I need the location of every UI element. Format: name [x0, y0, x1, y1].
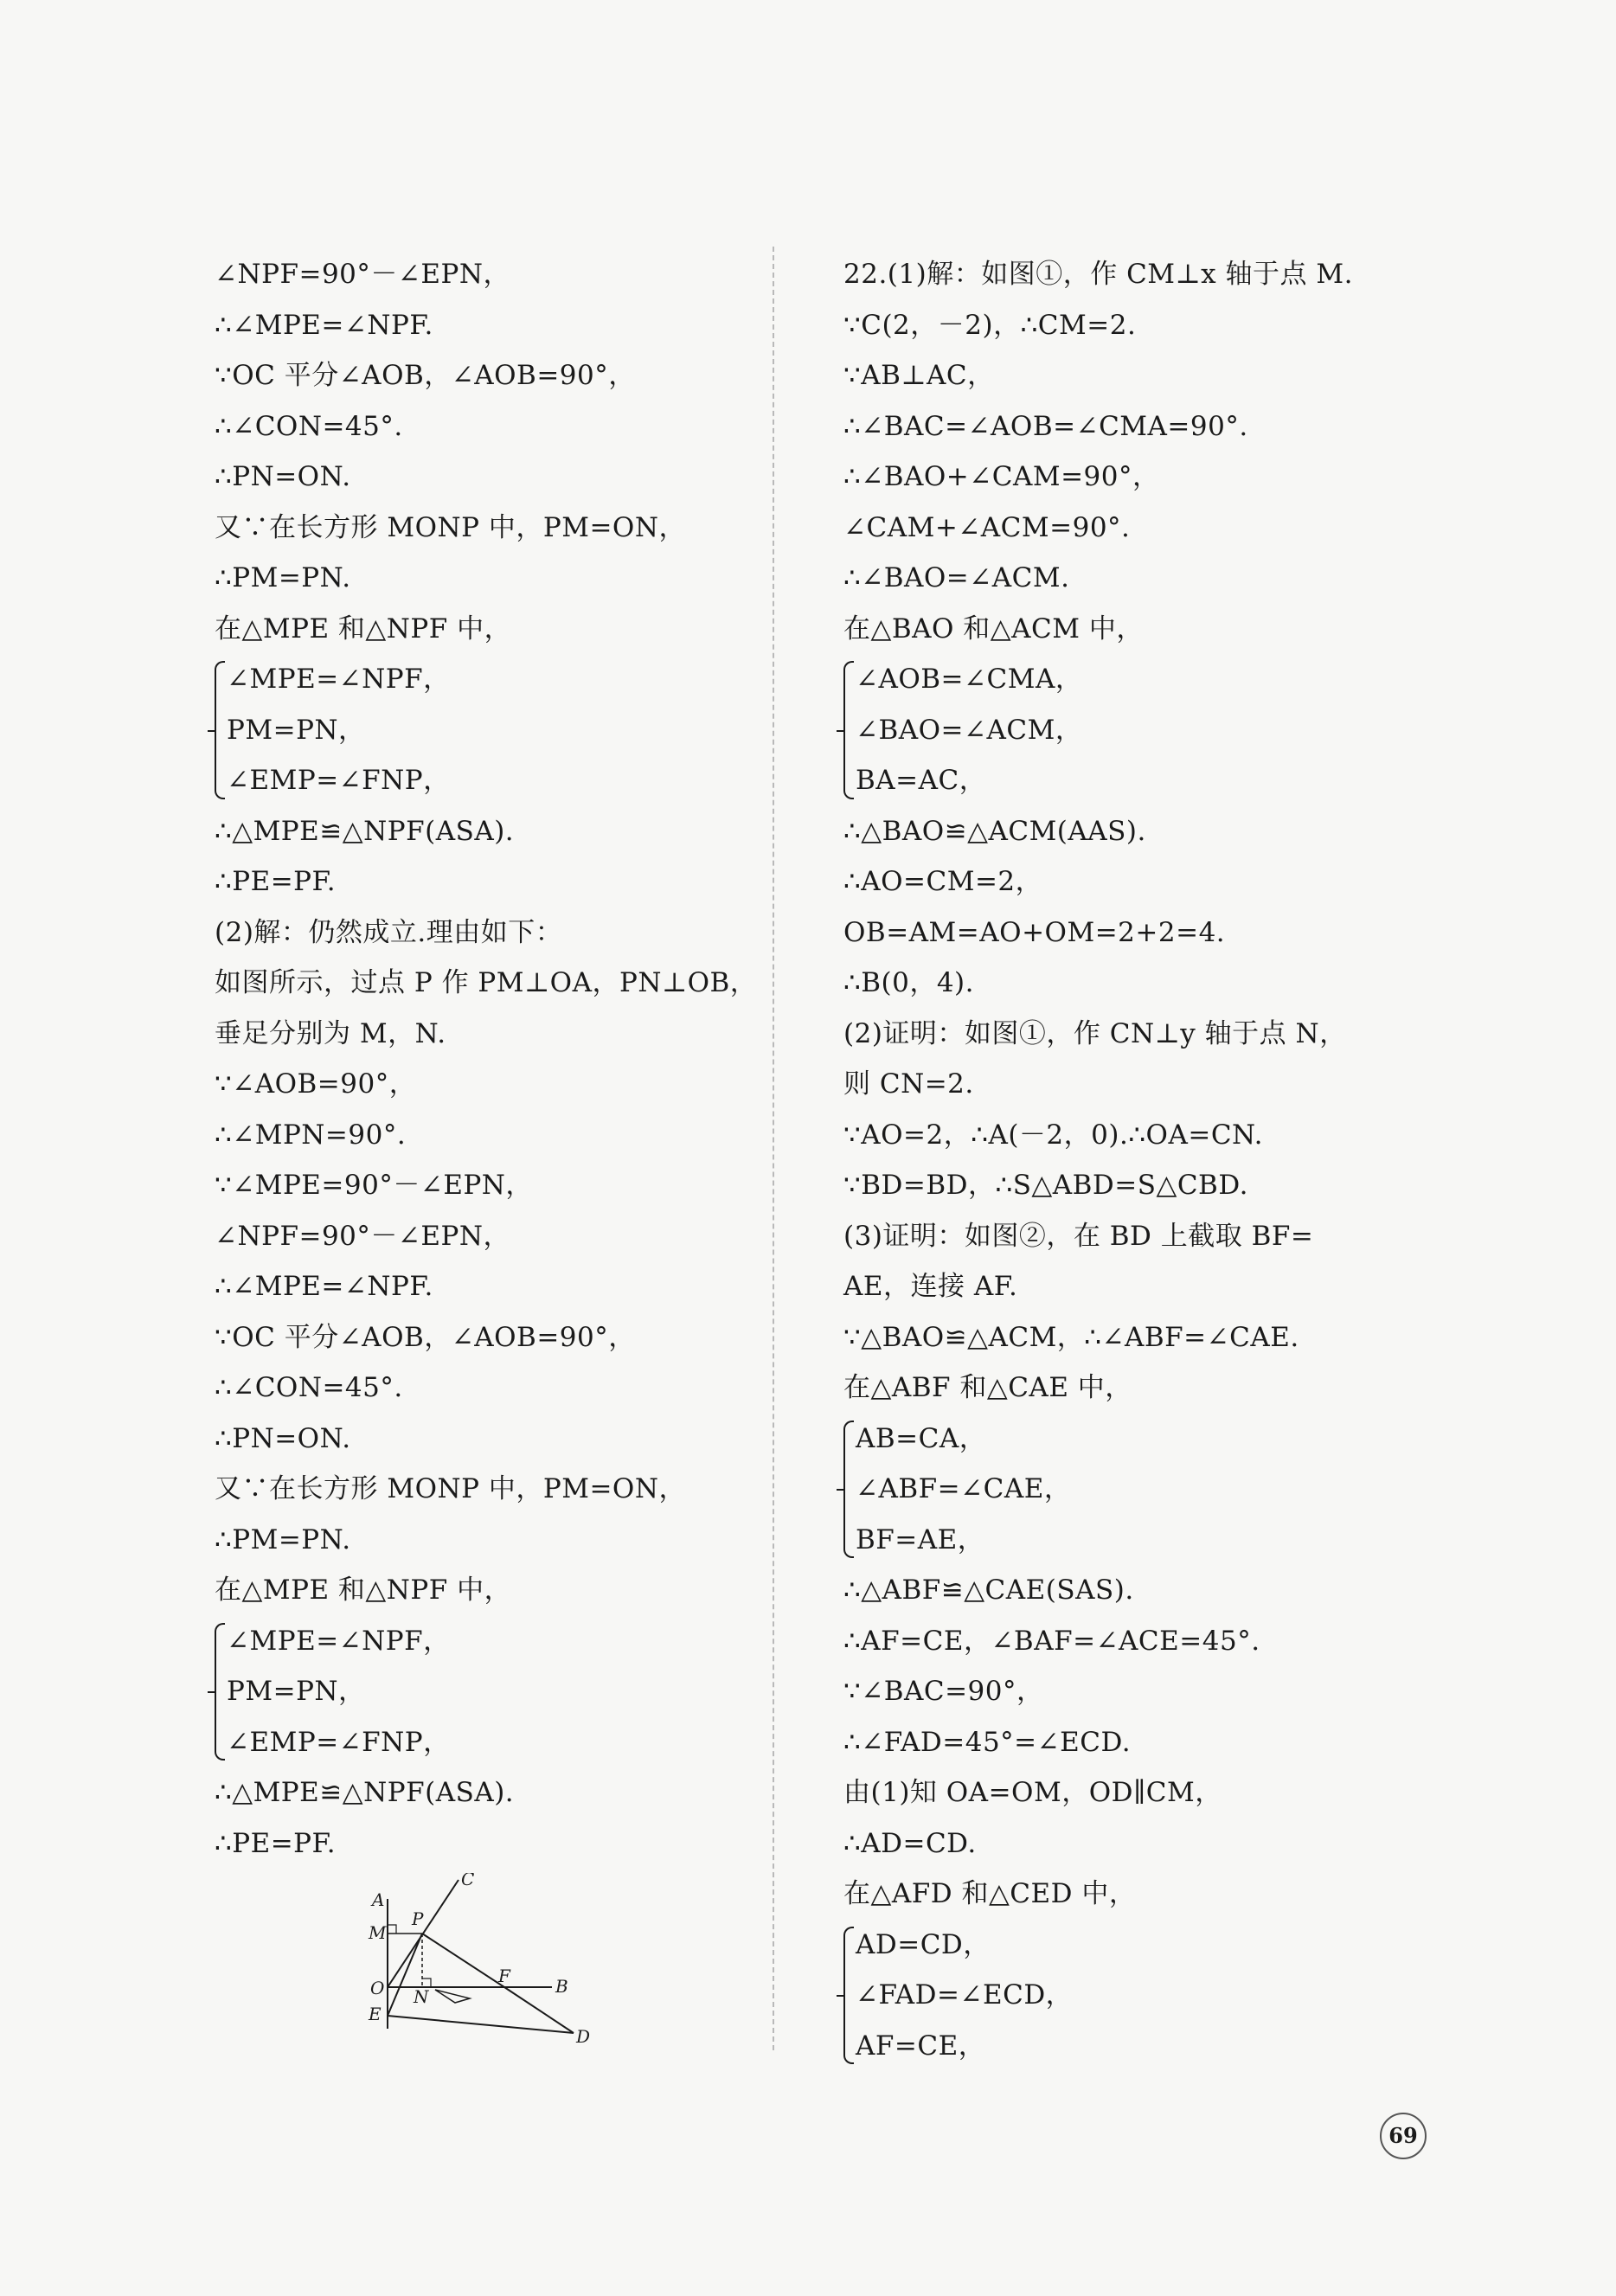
equation-line: ∠MPE=∠NPF，: [227, 664, 451, 695]
text-line: ∵OC 平分∠AOB，∠AOB=90°，: [215, 1321, 636, 1353]
line-ed: [388, 2016, 574, 2033]
left-column: [215, 249, 758, 1869]
text-line: ∴∠BAO=∠ACM.: [843, 562, 1070, 593]
text-line: ∵OC 平分∠AOB，∠AOB=90°，: [215, 360, 636, 391]
text-line: ∴∠MPE=∠NPF.: [215, 1271, 433, 1302]
text-line: ∴∠CON=45°.: [215, 1372, 403, 1403]
text-line: 垂足分别为 M，N.: [215, 1017, 446, 1049]
text-line: ∵AO=2，∴A(－2，0).∴OA=CN.: [843, 1119, 1264, 1151]
right-angle-m: [388, 1925, 396, 1934]
text-line: ∠CAM+∠ACM=90°.: [843, 511, 1131, 543]
text-line: 在△MPE 和△NPF 中，: [215, 1574, 512, 1606]
equation-line: PM=PN，: [227, 1676, 366, 1707]
right-column: [843, 249, 1397, 2071]
equation-line: AD=CD，: [856, 1928, 991, 1960]
label-d: D: [576, 2026, 591, 2046]
equation-line: AF=CE，: [856, 2030, 986, 2062]
text-line: ∴PE=PF.: [215, 1827, 337, 1859]
text-line: ∵∠AOB=90°，: [215, 1068, 417, 1100]
text-line: ∴∠BAO+∠CAM=90°，: [843, 461, 1160, 492]
text-line: 在△BAO 和△ACM 中，: [843, 612, 1144, 645]
text-line: ∠NPF=90°－∠EPN，: [215, 259, 510, 290]
text-line: ∵∠MPE=90°－∠EPN，: [215, 1170, 533, 1201]
text-line: ∴AO=CM=2，: [843, 866, 1043, 897]
text-line: ∴△MPE≌△NPF(ASA).: [215, 1777, 515, 1808]
label-c: C: [461, 1873, 475, 1889]
label-e: E: [369, 2004, 382, 2024]
text-line: ∴PN=ON.: [215, 1422, 351, 1454]
label-o: O: [370, 1978, 385, 1998]
text-line: (2)解：仍然成立.理由如下：: [215, 916, 563, 948]
text-line: ∴AF=CE，∠BAF=∠ACE=45°.: [843, 1625, 1260, 1657]
text-line: ∴△MPE≌△NPF(ASA).: [215, 815, 515, 847]
text-line: ∴△BAO≌△ACM(AAS).: [843, 815, 1146, 847]
text-line: 在△AFD 和△CED 中，: [843, 1878, 1137, 1909]
line-pf: [422, 1934, 504, 1987]
equation-line: BA=AC，: [856, 765, 987, 796]
text-line: ∵BD=BD，∴S△ABD=S△CBD.: [843, 1170, 1248, 1201]
label-f: F: [498, 1966, 510, 1986]
text-line: ∴∠MPE=∠NPF.: [215, 309, 433, 341]
equation-line: ∠EMP=∠FNP，: [227, 765, 451, 796]
equation-line: BF=AE，: [856, 1523, 985, 1555]
inner-triangle: [435, 1990, 470, 2003]
text-line: 如图所示，过点 P 作 PM⊥OA，PN⊥OB，: [215, 967, 758, 998]
label-a: A: [372, 1889, 385, 1910]
text-line: ∠NPF=90°－∠EPN，: [215, 1220, 510, 1252]
equation-system: [843, 654, 1397, 806]
text-line: ∴△ABF≌△CAE(SAS).: [843, 1574, 1134, 1606]
page-number: 69: [1380, 2113, 1427, 2159]
equation-line: ∠ABF=∠CAE，: [856, 1473, 1072, 1504]
equation-system: [843, 1920, 1397, 2072]
text-line: ∴∠MPN=90°.: [215, 1119, 407, 1151]
text-line: ∴PE=PF.: [215, 866, 337, 897]
label-p: P: [412, 1908, 424, 1929]
text-line: ∴∠CON=45°.: [215, 410, 403, 442]
equation-system: [843, 1414, 1397, 1566]
text-line: 在△ABF 和△CAE 中，: [843, 1372, 1132, 1403]
text-line: OB=AM=AO+OM=2+2=4.: [843, 916, 1226, 948]
text-line: ∵∠BAC=90°，: [843, 1676, 1044, 1707]
text-line: (2)证明：如图①，作 CN⊥y 轴于点 N，: [843, 1017, 1347, 1049]
column-divider: [773, 247, 774, 2050]
text-line: ∴B(0，4).: [843, 967, 974, 998]
equation-line: ∠BAO=∠ACM，: [856, 714, 1083, 746]
equation-line: ∠MPE=∠NPF，: [227, 1625, 451, 1657]
text-line: ∵△BAO≌△ACM，∴∠ABF=∠CAE.: [843, 1321, 1299, 1353]
text-line: 由(1)知 OA=OM，OD∥CM，: [843, 1777, 1222, 1808]
text-line: 则 CN=2.: [843, 1068, 974, 1100]
text-line: 22.(1)解：如图①，作 CM⊥x 轴于点 M.: [843, 259, 1353, 290]
text-line: 又∵在长方形 MONP 中，PM=ON，: [215, 511, 686, 543]
label-m: M: [369, 1922, 387, 1943]
equation-line: ∠FAD=∠ECD，: [856, 1979, 1074, 2011]
equation-line: ∠EMP=∠FNP，: [227, 1726, 451, 1758]
geometry-figure: [353, 1873, 612, 2046]
text-line: ∴PM=PN.: [215, 1523, 351, 1555]
geometry-diagram: [353, 1873, 612, 2046]
text-line: (3)证明：如图②，在 BD 上截取 BF=: [843, 1220, 1314, 1252]
text-line: ∴PM=PN.: [215, 562, 351, 593]
equation-system: [215, 654, 751, 806]
equation-line: PM=PN，: [227, 714, 366, 746]
equation-line: AB=CA，: [856, 1422, 987, 1454]
text-line: ∴∠FAD=45°=∠ECD.: [843, 1726, 1132, 1758]
text-line: ∵C(2，－2)，∴CM=2.: [843, 309, 1137, 341]
label-b: B: [555, 1976, 568, 1997]
text-line: 在△MPE 和△NPF 中，: [215, 612, 512, 645]
text-line: ∵AB⊥AC，: [843, 360, 995, 391]
text-line: ∴PN=ON.: [215, 461, 351, 492]
equation-system: [215, 1616, 751, 1768]
label-n: N: [414, 1986, 429, 2007]
text-line: ∴∠BAC=∠AOB=∠CMA=90°.: [843, 410, 1248, 442]
text-line: AE，连接 AF.: [843, 1271, 1018, 1302]
text-line: ∴AD=CD.: [843, 1827, 977, 1859]
equation-line: ∠AOB=∠CMA，: [856, 664, 1083, 695]
text-line: 又∵在长方形 MONP 中，PM=ON，: [215, 1473, 686, 1504]
